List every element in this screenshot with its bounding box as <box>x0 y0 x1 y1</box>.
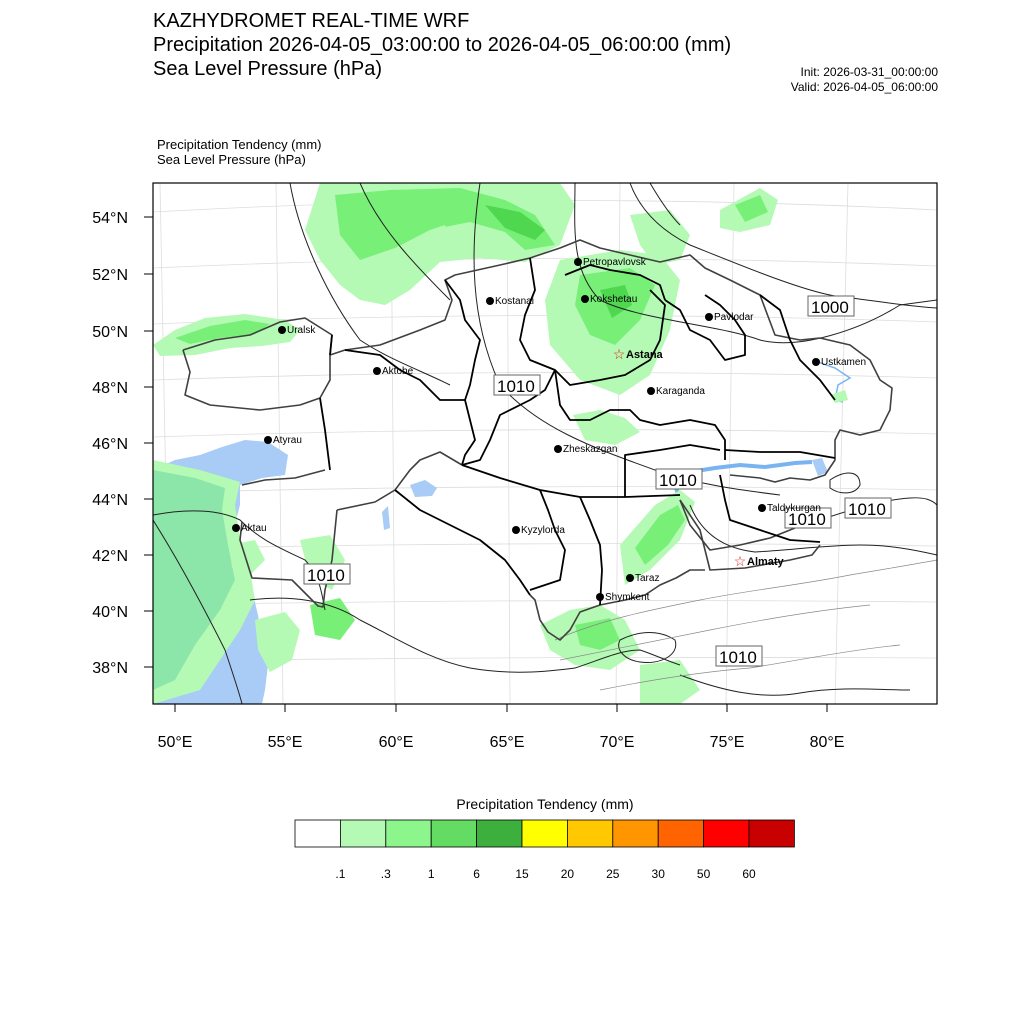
lat-label: 54°N <box>92 210 128 227</box>
isobar-label-1010 <box>304 564 350 585</box>
svg-text:Kostanai: Kostanai <box>495 296 534 307</box>
svg-text:1010: 1010 <box>659 471 697 490</box>
colorbar-title: Precipitation Tendency (mm) <box>456 796 634 812</box>
lat-labels <box>92 210 128 677</box>
svg-text:Aktau: Aktau <box>241 523 267 534</box>
svg-text:1010: 1010 <box>497 377 535 396</box>
colorbar-box <box>477 820 522 847</box>
colorbar-label: 1 <box>427 867 435 881</box>
city-almaty <box>734 553 785 569</box>
colorbar-label: 6 <box>473 867 480 881</box>
colorbar-box <box>340 820 385 847</box>
subtitle-precip: Precipitation Tendency (mm) <box>157 137 322 152</box>
colorbar-box <box>386 820 431 847</box>
svg-text:Ustkamen: Ustkamen <box>821 357 867 368</box>
svg-text:1010: 1010 <box>848 500 886 519</box>
svg-text:Taldykurgan: Taldykurgan <box>767 503 821 514</box>
lat-label: 42°N <box>92 548 128 565</box>
colorbar-label: 15 <box>515 867 529 881</box>
colorbar-box <box>704 820 749 847</box>
svg-text:Astana: Astana <box>626 349 663 361</box>
colorbar-label: 60 <box>742 867 756 881</box>
svg-text:Uralsk: Uralsk <box>287 325 316 336</box>
colorbar-box <box>658 820 703 847</box>
colorbar-labels <box>335 867 756 881</box>
svg-text:1010: 1010 <box>719 648 757 667</box>
colorbar-boxes <box>295 820 794 847</box>
lon-labels <box>158 734 845 751</box>
lat-label: 48°N <box>92 380 128 397</box>
city-kokshetau <box>581 294 637 305</box>
isobar-label-1010 <box>494 375 540 396</box>
svg-text:Taraz: Taraz <box>635 573 660 584</box>
colorbar-box <box>295 820 340 847</box>
colorbar-label: 25 <box>606 867 620 881</box>
colorbar-box <box>613 820 658 847</box>
isobar-label-1000 <box>808 296 854 317</box>
subtitle-pressure: Sea Level Pressure (hPa) <box>157 152 306 167</box>
svg-text:Pavlodar: Pavlodar <box>714 312 754 323</box>
svg-text:1010: 1010 <box>788 510 826 529</box>
isobar-label-1010 <box>716 646 762 667</box>
city-petropavlovsk <box>574 257 647 268</box>
lat-label: 52°N <box>92 267 128 284</box>
lat-label: 38°N <box>92 660 128 677</box>
svg-text:Shymkent: Shymkent <box>605 592 650 603</box>
city-astana <box>613 346 664 362</box>
lon-label: 50°E <box>157 734 193 751</box>
city-zheskazgan <box>554 444 617 455</box>
svg-text:Atyrau: Atyrau <box>273 435 302 446</box>
colorbar-label: 50 <box>696 867 711 881</box>
title-line-3: Sea Level Pressure (hPa) <box>153 58 383 80</box>
svg-text:Aktobe: Aktobe <box>382 366 414 377</box>
svg-text:Petropavlovsk: Petropavlovsk <box>583 257 646 268</box>
map-content <box>153 183 937 704</box>
svg-text:Zheskazgan: Zheskazgan <box>563 444 618 455</box>
lat-label: 46°N <box>92 436 128 453</box>
colorbar-label: 20 <box>560 867 575 881</box>
lat-label: 44°N <box>92 492 128 509</box>
colorbar-box <box>567 820 612 847</box>
city-shymkent <box>596 592 650 603</box>
lon-label: 55°E <box>267 734 303 751</box>
isobar-label-1010 <box>656 469 702 490</box>
colorbar-box <box>431 820 476 847</box>
lon-label: 80°E <box>809 734 845 751</box>
title-line-2: Precipitation 2026-04-05_03:00:00 to 2026-04-05_06:00:00 (mm) <box>153 34 732 56</box>
svg-text:Karaganda: Karaganda <box>656 386 705 397</box>
city-taldykurgan <box>758 503 821 514</box>
init-time: Init: 2026-03-31_00:00:00 <box>800 65 938 79</box>
colorbar-label: 30 <box>651 867 665 881</box>
colorbar-label: .3 <box>380 867 391 881</box>
capital-star-icon: ☆ <box>733 553 747 569</box>
isobar-label-1010 <box>845 498 891 519</box>
lon-label: 60°E <box>378 734 414 751</box>
svg-text:1000: 1000 <box>811 298 849 317</box>
lat-label: 50°N <box>92 324 128 341</box>
colorbar-label: .1 <box>335 867 346 881</box>
lon-label: 75°E <box>709 734 745 751</box>
lat-label: 40°N <box>92 604 128 621</box>
colorbar <box>290 816 802 886</box>
title-line-1: KAZHYDROMET REAL-TIME WRF <box>153 10 470 32</box>
svg-text:1010: 1010 <box>307 566 345 585</box>
city-karaganda <box>647 386 705 397</box>
lon-label: 65°E <box>489 734 525 751</box>
capital-star-icon: ☆ <box>612 346 626 362</box>
valid-time: Valid: 2026-04-05_06:00:00 <box>790 80 938 94</box>
city-ustkamen <box>812 357 866 368</box>
colorbar-box <box>522 820 567 847</box>
svg-text:Almaty: Almaty <box>747 556 784 568</box>
lon-label: 70°E <box>599 734 635 751</box>
svg-text:Kyzylorda: Kyzylorda <box>521 525 565 536</box>
colorbar-box <box>749 820 794 847</box>
svg-text:Kokshetau: Kokshetau <box>590 294 638 305</box>
